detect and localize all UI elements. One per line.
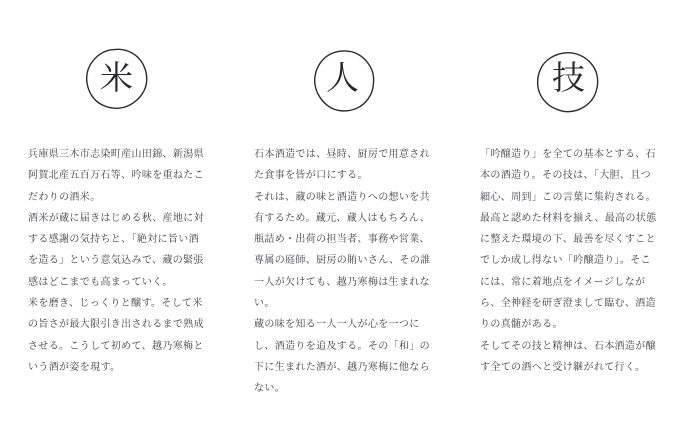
text-line: し、酒造りを追及する。その「和」の xyxy=(254,340,430,352)
craft-text-block xyxy=(480,144,657,378)
text-line: を造る」という意気込みで、蔵の緊張 xyxy=(28,255,204,267)
rice-kanji: 米 xyxy=(100,61,133,97)
text-line: す全ての酒へと受け継がれて行く。 xyxy=(480,361,646,373)
text-line: 本の酒造り。その技は、「大胆、且つ xyxy=(480,170,651,182)
craft-kanji: 技 xyxy=(552,61,585,97)
people-text-block xyxy=(254,144,431,400)
text-line: だわりの酒米。 xyxy=(28,191,101,203)
text-line: 石本酒造では、昼時、厨房で用意され xyxy=(254,149,430,160)
text-line: 酒米が蔵に届きはじめる秋、産地に対 xyxy=(28,212,204,224)
text-line: 「吟醸造り」を全ての基本とする、石 xyxy=(480,149,656,160)
text-line: た食事を皆が口にする。 xyxy=(254,170,368,182)
text-line: に整えた環境の下、最善を尽くすこと xyxy=(480,234,656,246)
text-line: 有するため。蔵元、蔵人はもちろん、 xyxy=(254,212,431,224)
text-line: い。 xyxy=(254,298,275,310)
craft-seal-icon xyxy=(535,47,602,114)
text-line: ら、全神経を研ぎ澄まして臨む、酒造 xyxy=(480,298,656,310)
people-seal-icon xyxy=(309,47,376,114)
people-kanji: 人 xyxy=(326,61,359,97)
text-line: でしか成し得ない「吟醸造り」。そこ xyxy=(480,255,651,267)
text-line: させる。こうして初めて、越乃寒梅と xyxy=(28,340,204,352)
text-line: それは、蔵の味と酒造りへの想いを共 xyxy=(254,191,430,203)
section-rice xyxy=(28,0,205,400)
text-line: 阿賀北産五百万石等、吟味を重ねたこ xyxy=(28,170,204,182)
text-line: そしてその技と精神は、石本酒造が醸 xyxy=(480,340,656,352)
rice-seal-icon xyxy=(83,47,150,114)
text-line: ない。 xyxy=(254,383,286,395)
text-line: 一人が欠けても、越乃寒梅は生まれな xyxy=(254,276,430,288)
text-line: する感謝の気持ちと、「絶対に旨い酒 xyxy=(28,234,199,246)
section-people xyxy=(254,0,431,400)
text-line: 米を磨き、じっくりと醸す。そして米 xyxy=(28,298,203,310)
section-craft xyxy=(480,0,657,400)
rice-text-block xyxy=(28,144,205,378)
text-line: 細心、周到」この言葉に集約される。 xyxy=(480,191,656,203)
text-line: 蔵の味を知る一人一人が心を一つに xyxy=(254,319,420,331)
text-line: 瓶詰め・出荷の担当者、事務や営業、 xyxy=(254,234,430,246)
text-line: 下に生まれた酒が、越乃寒梅に他なら xyxy=(254,361,430,373)
text-line: 最高と認めた材料を揃え、最高の状態 xyxy=(480,212,657,224)
text-line: の旨さが最大限引き出されるまで熟成 xyxy=(28,319,204,331)
text-line: いう酒が姿を現す。 xyxy=(28,361,121,373)
text-line: りの真髄がある。 xyxy=(480,319,563,331)
text-line: 兵庫県三木市志染町産山田錦、新潟県 xyxy=(28,149,204,160)
text-line: 専属の庭師、厨房の賄いさん、その誰 xyxy=(254,255,431,267)
text-line: には、常に着地点をイメージしなが xyxy=(480,276,646,288)
text-line: 感はどこまでも高まっていく。 xyxy=(28,276,173,288)
